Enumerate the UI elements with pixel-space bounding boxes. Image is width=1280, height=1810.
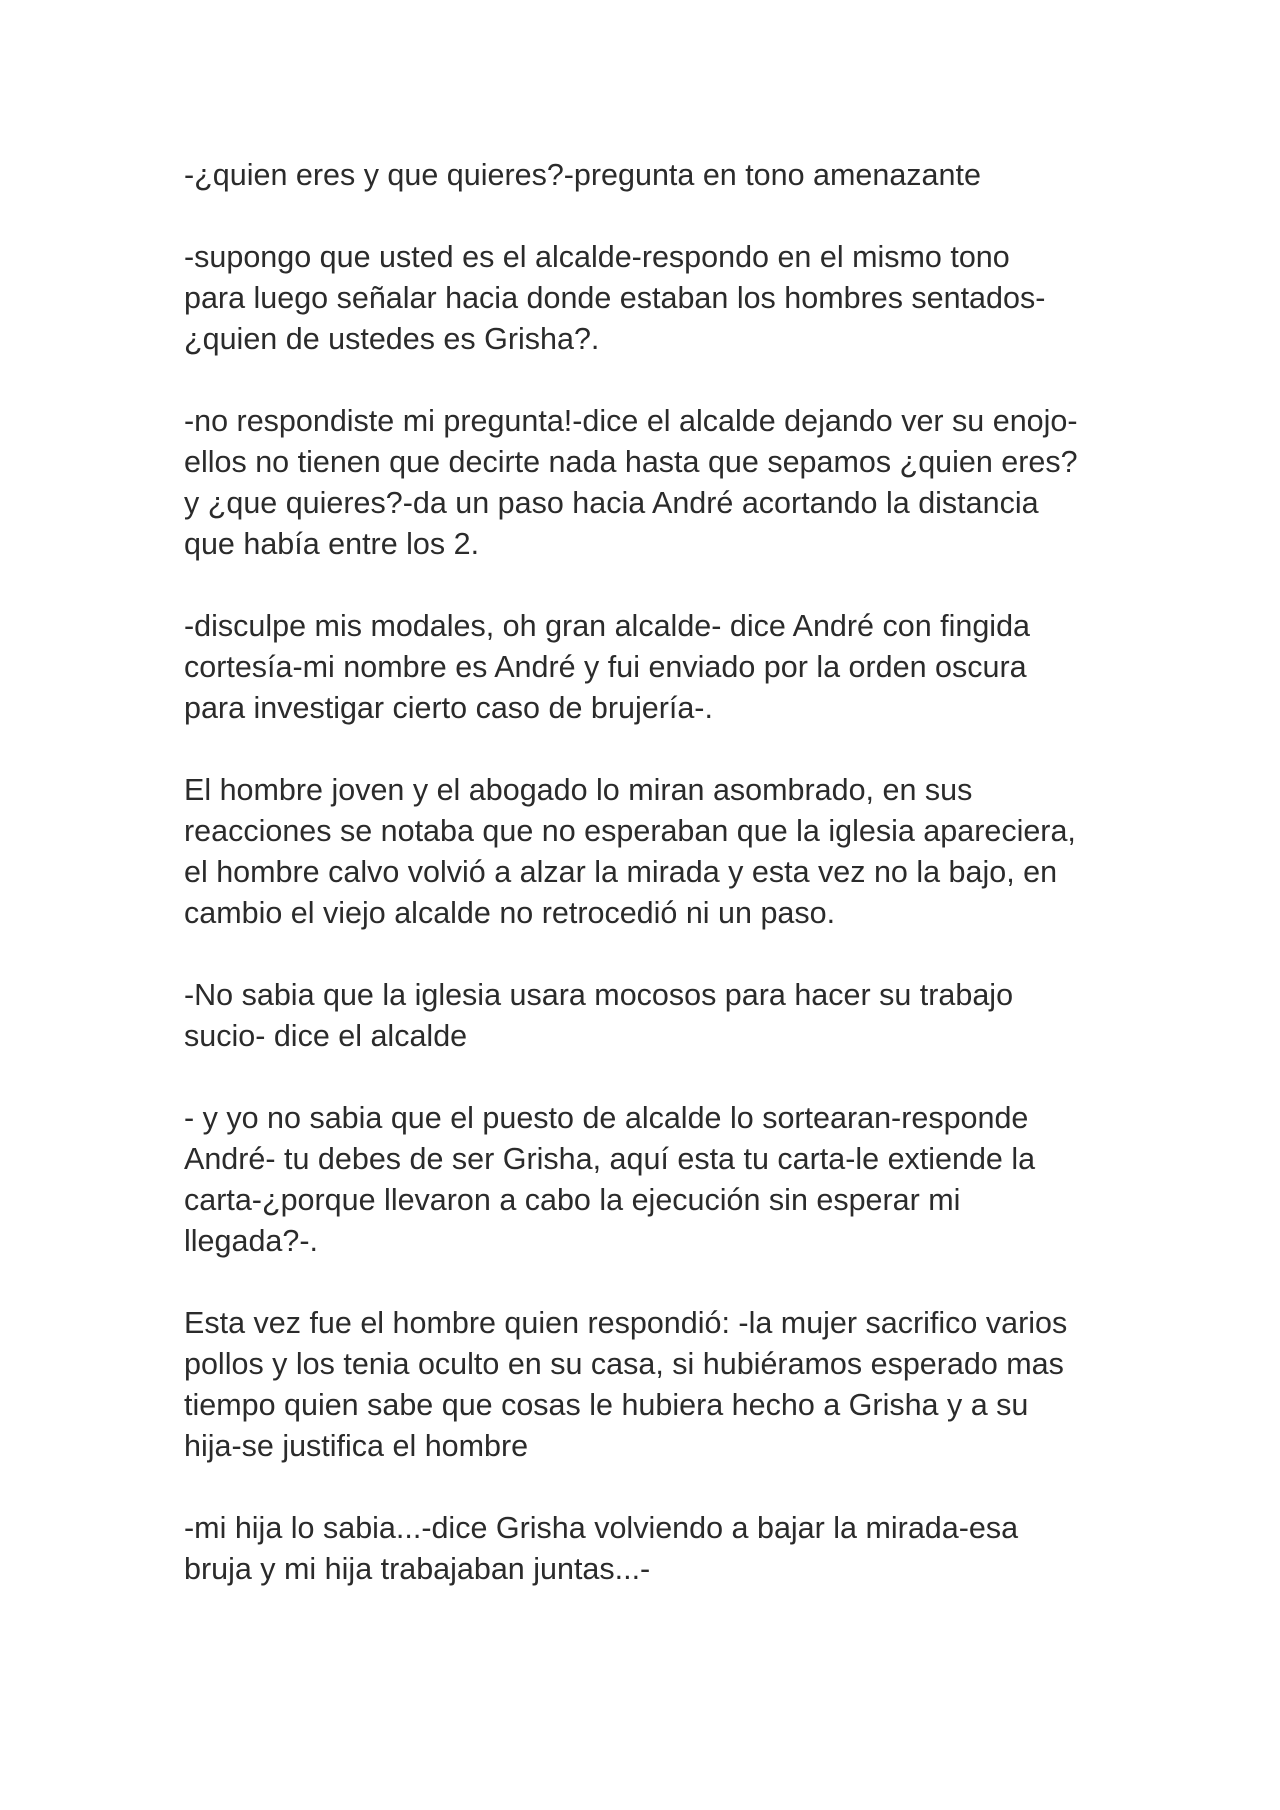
text-line: Esta vez fue el hombre quien respondió: -la mujer sacrifico varios bbox=[184, 1306, 1068, 1340]
text-line: -¿quien eres y que quieres?-pregunta en tono amenazante bbox=[184, 158, 981, 192]
text-line: - y yo no sabia que el puesto de alcalde lo sortearan-responde bbox=[184, 1101, 1029, 1135]
text-line: ellos no tienen que decirte nada hasta que sepamos ¿quien eres? bbox=[184, 445, 1078, 479]
paragraph bbox=[184, 1098, 1144, 1262]
text-line: -disculpe mis modales, oh gran alcalde- dice André con fingida bbox=[184, 609, 1031, 643]
text-line: reacciones se notaba que no esperaban que la iglesia apareciera, bbox=[184, 814, 1076, 848]
text-line: carta-¿porque llevaron a cabo la ejecución sin esperar mi bbox=[184, 1183, 961, 1217]
text-line: sucio- dice el alcalde bbox=[184, 1019, 468, 1053]
text-line: El hombre joven y el abogado lo miran asombrado, en sus bbox=[184, 773, 973, 807]
paragraph bbox=[184, 770, 1144, 934]
text-line: cortesía-mi nombre es André y fui enviado por la orden oscura bbox=[184, 650, 1027, 684]
paragraph bbox=[184, 606, 1144, 729]
text-line: -No sabia que la iglesia usara mocosos para hacer su trabajo bbox=[184, 978, 1014, 1012]
text-line: pollos y los tenia oculto en su casa, si hubiéramos esperado mas bbox=[184, 1347, 1064, 1381]
text-line: para luego señalar hacia donde estaban los hombres sentados- bbox=[184, 281, 1046, 315]
paragraph bbox=[184, 975, 1144, 1057]
text-line: -mi hija lo sabia...-dice Grisha volviendo a bajar la mirada-esa bbox=[184, 1511, 1019, 1545]
text-line: llegada?-. bbox=[184, 1224, 318, 1258]
text-line: cambio el viejo alcalde no retrocedió ni un paso. bbox=[184, 896, 836, 930]
text-line: para investigar cierto caso de brujería-. bbox=[184, 691, 713, 725]
text-line: hija-se justifica el hombre bbox=[184, 1429, 529, 1463]
paragraph bbox=[184, 1508, 1144, 1590]
text-line: el hombre calvo volvió a alzar la mirada y esta vez no la bajo, en bbox=[184, 855, 1058, 889]
paragraph bbox=[184, 1303, 1144, 1467]
text-line: ¿quien de ustedes es Grisha?. bbox=[184, 322, 600, 356]
paragraph bbox=[184, 401, 1144, 565]
text-line: tiempo quien sabe que cosas le hubiera hecho a Grisha y a su bbox=[184, 1388, 1029, 1422]
text-line: que había entre los 2. bbox=[184, 527, 480, 561]
text-line: bruja y mi hija trabajaban juntas...- bbox=[184, 1552, 651, 1586]
text-line: y ¿que quieres?-da un paso hacia André acortando la distancia bbox=[184, 486, 1039, 520]
text-line: -no respondiste mi pregunta!-dice el alcalde dejando ver su enojo- bbox=[184, 404, 1078, 438]
paragraph bbox=[184, 155, 1144, 196]
paragraph bbox=[184, 237, 1144, 360]
text-line: André- tu debes de ser Grisha, aquí esta tu carta-le extiende la bbox=[184, 1142, 1036, 1176]
document-body bbox=[184, 155, 1144, 1631]
text-line: -supongo que usted es el alcalde-respondo en el mismo tono bbox=[184, 240, 1010, 274]
